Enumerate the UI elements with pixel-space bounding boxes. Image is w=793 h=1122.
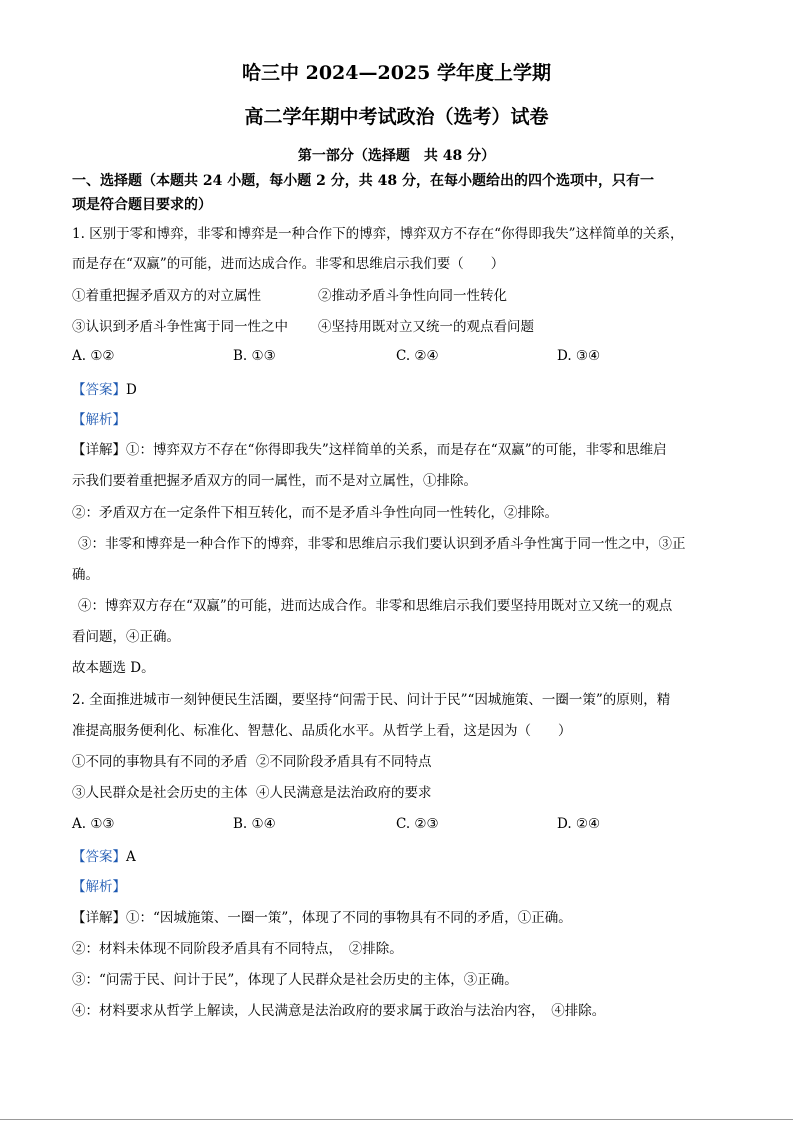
q1-option-3: ③认识到矛盾斗争性寓于同一性之中 <box>72 319 288 335</box>
q1-option-2: ②推动矛盾斗争性向同一性转化 <box>318 288 507 304</box>
detail-tag: 【详解】 <box>72 910 126 926</box>
q2-option-3: ③人民群众是社会历史的主体 <box>72 785 248 801</box>
q2-stem-line1: 2. 全面推进城市一刻钟便民生活圈，要坚持“问需于民、问计于民”“因城施策、一圈一策”的原则，精 <box>72 692 671 708</box>
q1-detail-line3: ②：矛盾双方在一定条件下相互转化，而不是矛盾斗争性向同一性转化，②排除。 <box>72 505 558 521</box>
detail-text: ①：“因城施策、一圈一策”，体现了不同的事物具有不同的矛盾，①正确。 <box>126 910 572 926</box>
q2-option-2: ②不同阶段矛盾具有不同特点 <box>256 754 432 770</box>
exam-subtitle: 高二学年期中考试政治（选考）试卷 <box>244 106 549 128</box>
q2-answer <box>72 848 136 866</box>
q1-choice-d: D. ③④ <box>557 348 601 364</box>
q1-answer <box>72 381 137 399</box>
q2-choice-d: D. ②④ <box>557 816 601 832</box>
q1-option-4: ④坚持用既对立又统一的观点看问题 <box>318 319 534 335</box>
q1-stem-line2: 而是存在“双赢”的可能，进而达成合作。非零和思维启示我们要（ ） <box>72 256 505 272</box>
q1-choice-c: C. ②④ <box>396 348 439 364</box>
q1-detail-line6: ④：博弈双方存在“双赢”的可能，进而达成合作。非零和思维启示我们要坚持用既对立又统一的观点 <box>78 598 673 614</box>
answer-value: D <box>126 382 137 398</box>
q1-conclusion: 故本题选 D。 <box>72 660 155 676</box>
part-heading: 第一部分（选择题 共 48 分） <box>297 148 496 164</box>
q2-choice-a: A. ①③ <box>72 816 115 832</box>
q2-detail-line2: ②：材料未体现不同阶段矛盾具有不同特点， ②排除。 <box>72 941 403 957</box>
q2-detail-line3: ③：“问需于民、问计于民”，体现了人民群众是社会历史的主体，③正确。 <box>72 972 518 988</box>
detail-text: ①：博弈双方不存在“你得即我失”这样简单的关系，而是存在“双赢”的可能，非零和思维启 <box>126 442 667 458</box>
q1-stem-line1: 1. 区别于零和博弈，非零和博弈是一种合作下的博弈，博弈双方不存在“你得即我失”这样简单的关系， <box>72 226 684 242</box>
q1-detail-line7: 看问题，④正确。 <box>72 629 180 645</box>
q1-detail-line2: 示我们要着重把握矛盾双方的同一属性，而不是对立属性，①排除。 <box>72 473 477 489</box>
section-instruction-line1: 一、选择题（本题共 24 小题，每小题 2 分，共 48 分，在每小题给出的四个选项中，只有一 <box>72 173 654 189</box>
answer-value: A <box>126 849 136 865</box>
answer-tag: 【答案】 <box>72 382 126 398</box>
q2-option-4: ④人民满意是法治政府的要求 <box>256 785 432 801</box>
q1-option-1: ①着重把握矛盾双方的对立属性 <box>72 288 261 304</box>
q2-choice-b: B. ①④ <box>233 816 276 832</box>
q1-choice-a: A. ①② <box>72 348 115 364</box>
q1-detail-line5: 确。 <box>72 567 99 583</box>
page-bottom-divider <box>0 1119 793 1120</box>
q1-analysis-tag: 【解析】 <box>72 412 126 428</box>
section-instruction-line2: 项是符合题目要求的） <box>72 197 212 213</box>
q2-detail-line1 <box>72 909 572 927</box>
q1-detail-line4: ③：非零和博弈是一种合作下的博弈，非零和思维启示我们要认识到矛盾斗争性寓于同一性之中，③正 <box>78 536 686 552</box>
q2-choice-c: C. ②③ <box>396 816 439 832</box>
detail-tag: 【详解】 <box>72 442 126 458</box>
answer-tag: 【答案】 <box>72 849 126 865</box>
q2-option-1: ①不同的事物具有不同的矛盾 <box>72 754 248 770</box>
q1-choice-b: B. ①③ <box>233 348 276 364</box>
q2-detail-line4: ④：材料要求从哲学上解读，人民满意是法治政府的要求属于政治与法治内容， ④排除。 <box>72 1003 606 1019</box>
q2-stem-line2: 准提高服务便利化、标准化、智慧化、品质化水平。从哲学上看，这是因为（ ） <box>72 723 572 739</box>
exam-title: 哈三中 2024—2025 学年度上学期 <box>242 62 551 84</box>
q2-analysis-tag: 【解析】 <box>72 879 126 895</box>
q1-detail-line1 <box>72 441 667 459</box>
